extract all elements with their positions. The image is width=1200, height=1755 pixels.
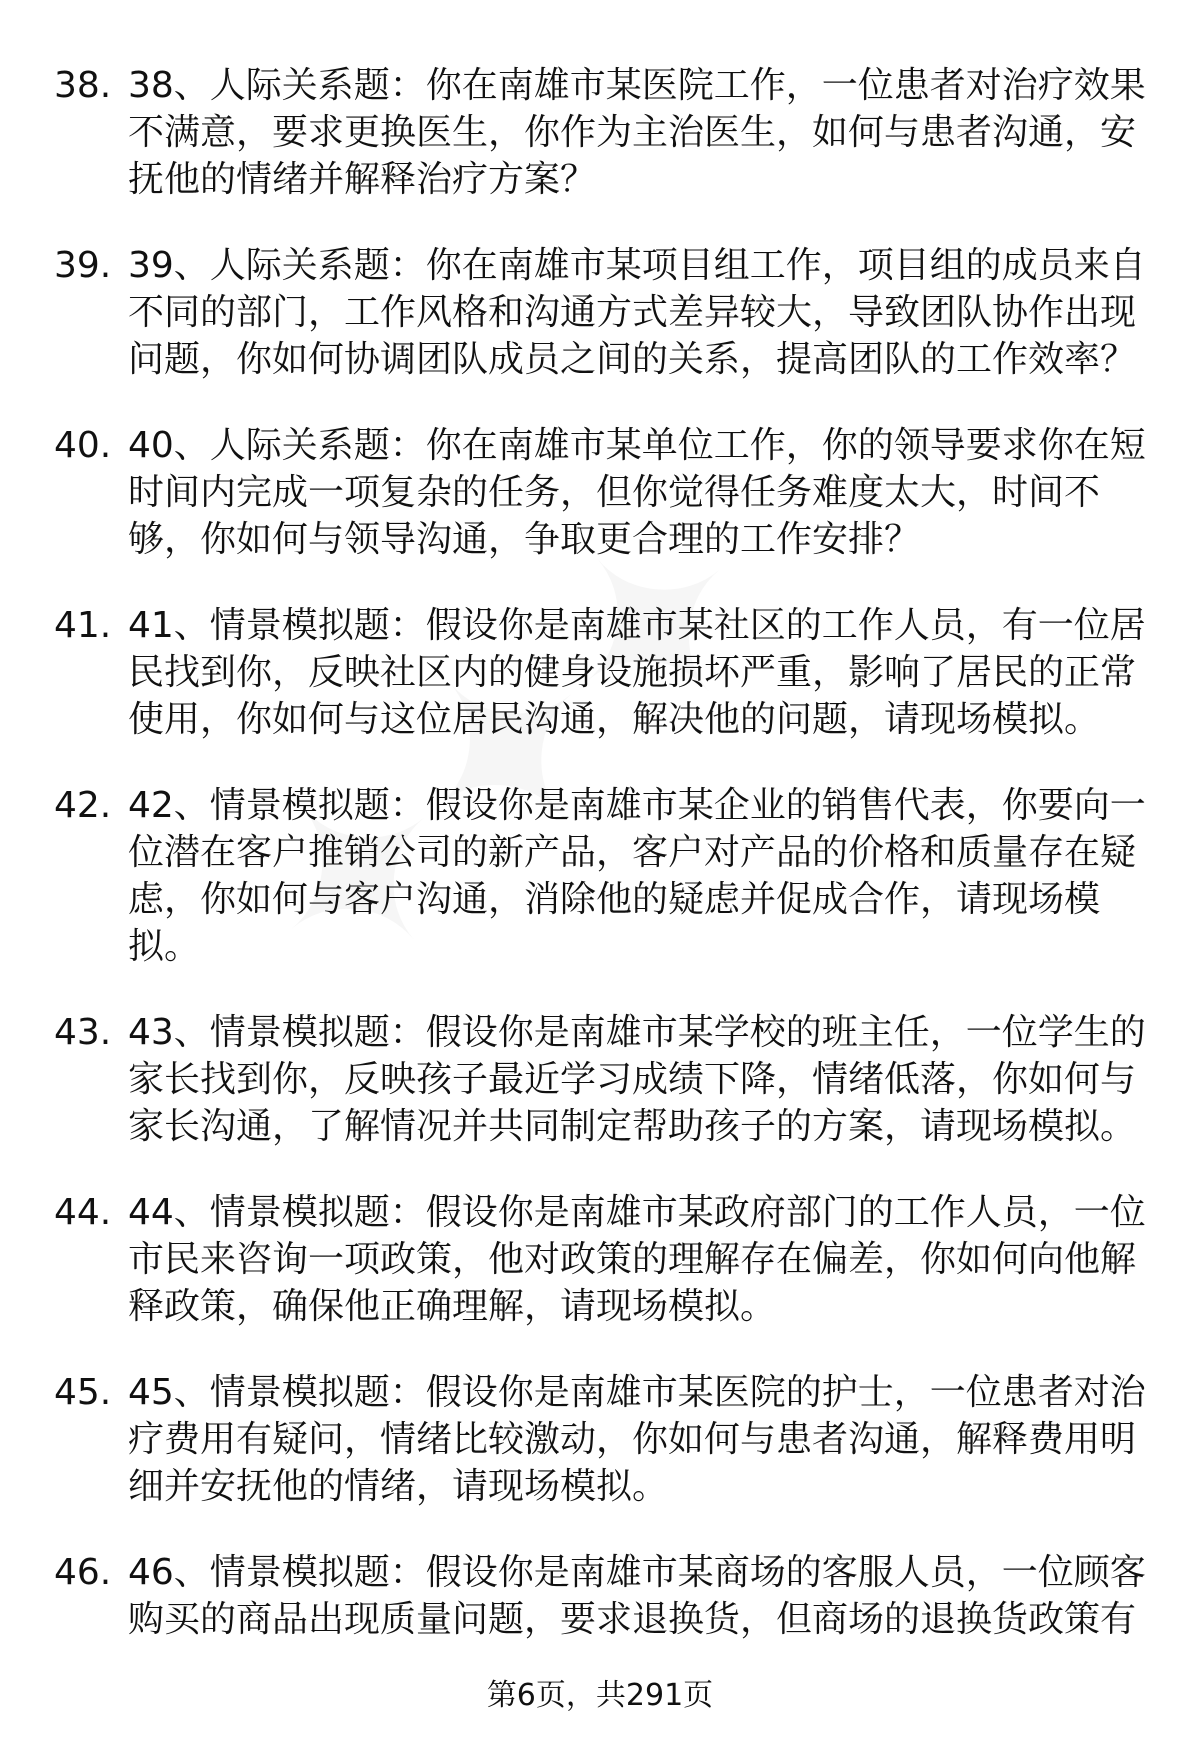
question-item: [0, 242, 1200, 383]
question-text: [128, 1189, 1168, 1330]
question-text-line: 位潜在客户推销公司的新产品，客户对产品的价格和质量存在疑: [128, 832, 1137, 873]
question-item: [0, 62, 1200, 203]
question-number: 41.: [54, 605, 112, 646]
question-text-line: 释政策，确保他正确理解，请现场模拟。: [128, 1286, 777, 1327]
question-text: [128, 242, 1168, 383]
question-text: [128, 62, 1168, 203]
question-number: 45.: [54, 1372, 112, 1413]
question-text-line: 不满意，要求更换医生，你作为主治医生，如何与患者沟通，安: [128, 112, 1137, 153]
question-text: [128, 782, 1168, 970]
question-text-line: 问题，你如何协调团队成员之间的关系，提高团队的工作效率？: [128, 339, 1137, 380]
question-item: [0, 1189, 1200, 1330]
question-text-line: 够，你如何与领导沟通，争取更合理的工作安排？: [128, 519, 921, 560]
question-text-line: 43、情景模拟题：假设你是南雄市某学校的班主任，一位学生的: [128, 1012, 1146, 1053]
question-text-line: 购买的商品出现质量问题，要求退换货，但商场的退换货政策有: [128, 1599, 1137, 1640]
question-text-line: 虑，你如何与客户沟通，消除他的疑虑并促成合作，请现场模: [128, 879, 1101, 920]
question-text-line: 细并安抚他的情绪，请现场模拟。: [128, 1466, 669, 1507]
question-number: 42.: [54, 785, 112, 826]
question-text-line: 不同的部门，工作风格和沟通方式差异较大，导致团队协作出现: [128, 292, 1137, 333]
question-number: 46.: [54, 1552, 112, 1593]
question-item: [0, 1369, 1200, 1510]
question-text-line: 38、人际关系题：你在南雄市某医院工作，一位患者对治疗效果: [128, 65, 1146, 106]
question-text: [128, 1009, 1168, 1150]
question-item: [0, 422, 1200, 563]
question-item: [0, 602, 1200, 743]
question-text-line: 疗费用有疑问，情绪比较激动，你如何与患者沟通，解释费用明: [128, 1419, 1137, 1460]
question-text-line: 44、情景模拟题：假设你是南雄市某政府部门的工作人员，一位: [128, 1192, 1146, 1233]
question-text-line: 家长沟通，了解情况并共同制定帮助孩子的方案，请现场模拟。: [128, 1106, 1137, 1147]
page-footer: 第6页，共291页: [486, 1678, 714, 1713]
question-number: 40.: [54, 425, 112, 466]
question-number: 43.: [54, 1012, 112, 1053]
question-text-line: 45、情景模拟题：假设你是南雄市某医院的护士，一位患者对治: [128, 1372, 1146, 1413]
question-item: [0, 1009, 1200, 1150]
question-text: [128, 1549, 1168, 1643]
question-text-line: 拟。: [128, 926, 201, 967]
question-text-line: 41、情景模拟题：假设你是南雄市某社区的工作人员，有一位居: [128, 605, 1146, 646]
question-text-line: 家长找到你，反映孩子最近学习成绩下降，情绪低落，你如何与: [128, 1059, 1137, 1100]
question-text: [128, 602, 1168, 743]
question-text: [128, 1369, 1168, 1510]
question-number: 38.: [54, 65, 112, 106]
question-number: 44.: [54, 1192, 112, 1233]
question-text-line: 42、情景模拟题：假设你是南雄市某企业的销售代表，你要向一: [128, 785, 1146, 826]
question-number: 39.: [54, 245, 112, 286]
question-item: [0, 782, 1200, 970]
question-text: [128, 422, 1168, 563]
question-item: [0, 1549, 1200, 1643]
question-list: [0, 62, 1200, 1682]
question-text-line: 46、情景模拟题：假设你是南雄市某商场的客服人员，一位顾客: [128, 1552, 1146, 1593]
question-text-line: 时间内完成一项复杂的任务，但你觉得任务难度太大，时间不: [128, 472, 1101, 513]
question-text-line: 市民来咨询一项政策，他对政策的理解存在偏差，你如何向他解: [128, 1239, 1137, 1280]
question-text-line: 抚他的情绪并解释治疗方案？: [128, 159, 597, 200]
question-text-line: 民找到你，反映社区内的健身设施损坏严重，影响了居民的正常: [128, 652, 1137, 693]
question-text-line: 使用，你如何与这位居民沟通，解决他的问题，请现场模拟。: [128, 699, 1101, 740]
question-text-line: 39、人际关系题：你在南雄市某项目组工作，项目组的成员来自: [128, 245, 1146, 286]
question-text-line: 40、人际关系题：你在南雄市某单位工作，你的领导要求你在短: [128, 425, 1146, 466]
